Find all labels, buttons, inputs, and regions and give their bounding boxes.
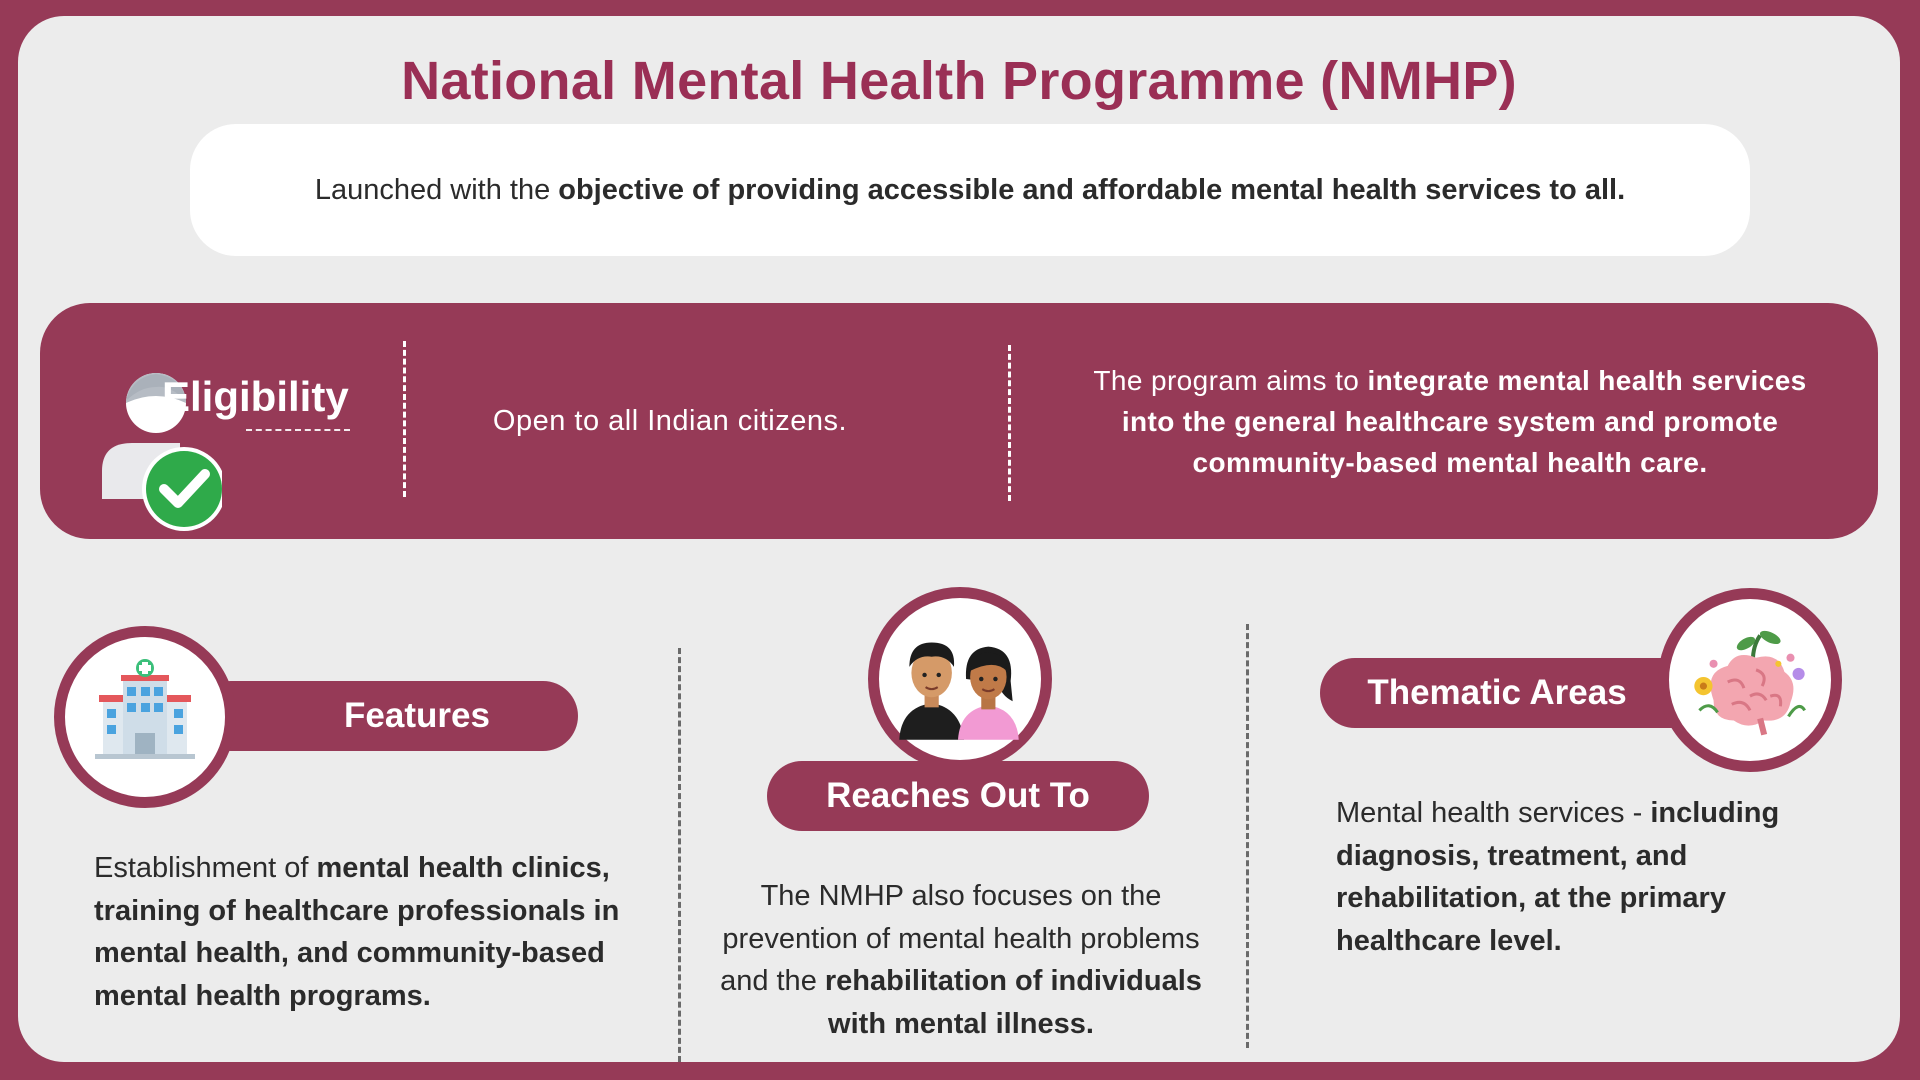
features-bold: mental health clinics, training of healthcare professionals in mental health, and community-based mental health programs. [94, 852, 620, 1012]
eligibility-heading: Eligibility [162, 373, 349, 420]
page-title: National Mental Health Programme (NMHP) [401, 51, 1517, 111]
objective-prefix: Launched with the [314, 173, 551, 206]
eligibility-underline [246, 429, 350, 431]
eligibility-aim-text [1070, 303, 1830, 539]
thematic-prefix: Mental health services - [1336, 797, 1643, 829]
features-text [94, 847, 669, 1017]
features-prefix: Establishment of [94, 852, 309, 884]
people-icon [879, 598, 1041, 760]
column-separator-2 [1246, 624, 1249, 1048]
objective-bold: objective of providing accessible and affordable mental health services to all. [558, 173, 1626, 206]
brain-flowers-icon [1669, 599, 1831, 761]
thematic-heading: Thematic Areas [1320, 658, 1708, 728]
reaches-icon-circle [868, 587, 1052, 771]
aim-prefix: The program aims to [1093, 364, 1360, 396]
reaches-text [706, 875, 1216, 1045]
column-separator-1 [678, 648, 681, 1062]
reaches-bold: rehabilitation of individuals with mental illness. [824, 965, 1202, 1040]
infographic-card [18, 16, 1900, 1062]
eligibility-open-text: Open to all Indian citizens. [492, 404, 848, 437]
thematic-text [1336, 792, 1856, 962]
features-heading: Features [196, 681, 578, 751]
hospital-icon [65, 637, 225, 797]
features-icon-circle [54, 626, 236, 808]
reaches-heading: Reaches Out To [767, 761, 1149, 831]
objective-box [190, 124, 1750, 256]
band-separator-2 [1008, 345, 1011, 501]
eligibility-band [40, 303, 1878, 539]
thematic-bold: including diagnosis, treatment, and rehabilitation, at the primary healthcare level. [1336, 797, 1780, 957]
reaches-prefix: The NMHP also focuses on the prevention of mental health problems and the [720, 880, 1200, 997]
aim-bold: integrate mental health services into the general healthcare system and promote community-based mental health care. [1121, 364, 1807, 478]
thematic-icon-circle [1658, 588, 1842, 772]
